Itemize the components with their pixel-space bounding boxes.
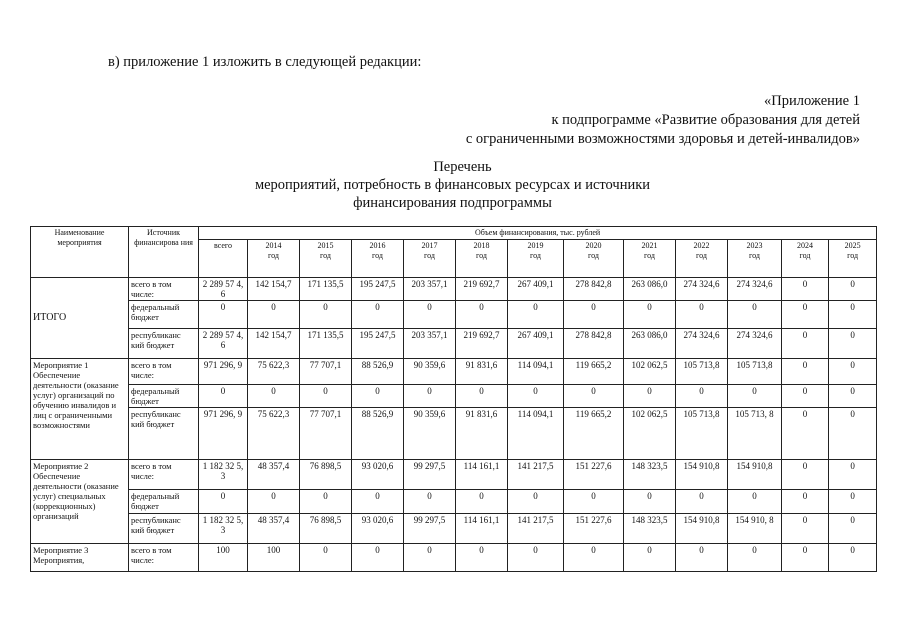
row-value: 75 622,3: [248, 408, 300, 460]
header-total: всего: [199, 240, 248, 278]
table-row: [31, 460, 877, 490]
row-total: 2 289 57 4,6: [199, 329, 248, 359]
header-year-unit: год: [320, 251, 331, 260]
row-value: 0: [624, 385, 676, 408]
row-source: всего в том числе:: [129, 544, 199, 572]
row-total: 0: [199, 385, 248, 408]
row-value: 102 062,5: [624, 359, 676, 385]
row-value: 0: [829, 514, 877, 544]
row-value: 99 297,5: [404, 514, 456, 544]
row-value: 114 094,1: [508, 408, 564, 460]
funding-table: [30, 226, 877, 572]
row-value: 114 094,1: [508, 359, 564, 385]
row-name: ИТОГО: [31, 278, 129, 359]
row-value: 0: [300, 301, 352, 329]
header-year-number: 2024: [797, 241, 813, 250]
table-row: [31, 514, 877, 544]
header-year-unit: год: [424, 251, 435, 260]
row-value: 0: [300, 490, 352, 514]
row-value: 203 357,1: [404, 278, 456, 301]
header-year-number: 2017: [421, 241, 438, 250]
row-value: 76 898,5: [300, 514, 352, 544]
row-value: 141 217,5: [508, 460, 564, 490]
row-value: 0: [456, 385, 508, 408]
row-value: 0: [404, 301, 456, 329]
row-value: 0: [352, 544, 404, 572]
header-source: Источник финансирова ния: [129, 227, 199, 278]
header-year-number: 2018: [473, 241, 490, 250]
header-year-unit: год: [372, 251, 383, 260]
header-year-number: 2019: [527, 241, 544, 250]
row-value: 0: [782, 385, 829, 408]
row-value: 0: [508, 301, 564, 329]
row-value: 0: [728, 544, 782, 572]
row-value: 142 154,7: [248, 278, 300, 301]
row-value: 263 086,0: [624, 329, 676, 359]
row-source: всего в том числе:: [129, 278, 199, 301]
row-value: 148 323,5: [624, 514, 676, 544]
row-value: 0: [829, 544, 877, 572]
row-value: 0: [728, 301, 782, 329]
row-source: республиканс кий бюджет: [129, 514, 199, 544]
row-total: 971 296, 9: [199, 359, 248, 385]
appendix-header: [466, 92, 860, 149]
row-value: 274 324,6: [728, 278, 782, 301]
row-value: 114 161,1: [456, 460, 508, 490]
row-value: 0: [728, 490, 782, 514]
header-year-unit: год: [530, 251, 541, 260]
row-value: 0: [248, 301, 300, 329]
header-year-number: 2025: [844, 241, 861, 250]
row-value: 0: [248, 490, 300, 514]
header-year-number: 2023: [746, 241, 763, 250]
row-source: республиканс кий бюджет: [129, 329, 199, 359]
row-value: 0: [624, 490, 676, 514]
intro-text: в) приложение 1 изложить в следующей редакции:: [108, 54, 422, 70]
row-value: 90 359,6: [404, 359, 456, 385]
row-value: 88 526,9: [352, 359, 404, 385]
row-value: 0: [564, 544, 624, 572]
header-year-number: 2022: [693, 241, 710, 250]
row-value: 88 526,9: [352, 408, 404, 460]
row-value: 154 910,8: [676, 460, 728, 490]
row-value: 77 707,1: [300, 408, 352, 460]
row-source: федеральный бюджет: [129, 301, 199, 329]
row-value: 0: [676, 385, 728, 408]
header-year: [624, 240, 676, 278]
row-value: 0: [456, 301, 508, 329]
row-value: 203 357,1: [404, 329, 456, 359]
row-value: 0: [508, 544, 564, 572]
row-total: 1 182 32 5,3: [199, 460, 248, 490]
row-value: 0: [782, 460, 829, 490]
table-row: [31, 329, 877, 359]
row-value: 93 020,6: [352, 514, 404, 544]
appendix-line-1: «Приложение 1: [764, 93, 860, 109]
row-value: 0: [564, 385, 624, 408]
row-value: 0: [782, 278, 829, 301]
header-name: Наименование мероприятия: [31, 227, 129, 278]
row-value: 0: [248, 385, 300, 408]
title-line-1: Перечень: [433, 159, 492, 175]
row-value: 0: [624, 301, 676, 329]
header-volume: Объем финансирования, тыс. рублей: [199, 227, 877, 240]
header-year: [829, 240, 877, 278]
header-year-unit: год: [799, 251, 811, 260]
row-value: 102 062,5: [624, 408, 676, 460]
row-value: 267 409,1: [508, 329, 564, 359]
row-value: 0: [676, 301, 728, 329]
table-row: [31, 359, 877, 385]
row-name: Мероприятие 3 Мероприятия,: [31, 544, 129, 572]
row-value: 91 831,6: [456, 408, 508, 460]
row-value: 219 692,7: [456, 329, 508, 359]
header-year-unit: год: [588, 251, 599, 260]
row-value: 0: [782, 329, 829, 359]
row-name: Мероприятие 1 Обеспечение деятельности (оказание услуг) организаций по обучению инвалидов и лиц с ограниченными возможностями: [31, 359, 129, 460]
header-year: [676, 240, 728, 278]
row-value: 141 217,5: [508, 514, 564, 544]
row-value: 278 842,8: [564, 278, 624, 301]
row-value: 151 227,6: [564, 514, 624, 544]
row-value: 0: [782, 490, 829, 514]
table-row: [31, 544, 877, 572]
row-value: 171 135,5: [300, 278, 352, 301]
row-value: 0: [782, 408, 829, 460]
row-value: 0: [728, 385, 782, 408]
row-value: 0: [829, 278, 877, 301]
row-value: 105 713,8: [676, 359, 728, 385]
row-value: 105 713, 8: [728, 408, 782, 460]
header-year: [728, 240, 782, 278]
header-year-number: 2020: [585, 241, 602, 250]
appendix-line-3: с ограниченными возможностями здоровья и детей-инвалидов»: [465, 131, 860, 147]
header-year-unit: год: [847, 251, 859, 260]
row-value: 119 665,2: [564, 359, 624, 385]
row-value: 0: [404, 490, 456, 514]
row-value: 119 665,2: [564, 408, 624, 460]
title-line-2: мероприятий, потребность в финансовых ресурсах и источники: [254, 177, 651, 193]
row-total: 2 289 57 4,6: [199, 278, 248, 301]
row-value: 171 135,5: [300, 329, 352, 359]
row-value: 154 910, 8: [728, 514, 782, 544]
row-source: федеральный бюджет: [129, 385, 199, 408]
table-row: [31, 278, 877, 301]
row-value: 219 692,7: [456, 278, 508, 301]
row-value: 75 622,3: [248, 359, 300, 385]
row-value: 0: [676, 544, 728, 572]
header-year-number: 2014: [265, 241, 282, 250]
row-value: 148 323,5: [624, 460, 676, 490]
table-header-row-1: [31, 227, 877, 240]
row-value: 0: [782, 544, 829, 572]
row-value: 0: [829, 490, 877, 514]
row-value: 0: [404, 385, 456, 408]
header-year-number: 2015: [317, 241, 334, 250]
header-year-unit: год: [749, 251, 760, 260]
row-value: 195 247,5: [352, 278, 404, 301]
row-value: 0: [782, 301, 829, 329]
row-value: 48 357,4: [248, 514, 300, 544]
header-year-unit: год: [476, 251, 487, 260]
header-year: [508, 240, 564, 278]
row-value: 0: [829, 359, 877, 385]
row-value: 274 324,6: [676, 329, 728, 359]
row-value: 99 297,5: [404, 460, 456, 490]
row-value: 0: [456, 544, 508, 572]
row-value: 0: [829, 385, 877, 408]
row-value: 0: [404, 544, 456, 572]
row-value: 114 161,1: [456, 514, 508, 544]
header-year-unit: год: [644, 251, 655, 260]
row-value: 100: [248, 544, 300, 572]
row-value: 154 910,8: [676, 514, 728, 544]
header-year: [404, 240, 456, 278]
row-value: 0: [352, 385, 404, 408]
row-value: 263 086,0: [624, 278, 676, 301]
row-value: 0: [508, 385, 564, 408]
row-total: 100: [199, 544, 248, 572]
row-value: 267 409,1: [508, 278, 564, 301]
row-total: 971 296, 9: [199, 408, 248, 460]
row-value: 274 324,6: [676, 278, 728, 301]
row-value: 0: [829, 329, 877, 359]
header-year-unit: год: [268, 251, 279, 260]
row-value: 0: [508, 490, 564, 514]
header-year: [300, 240, 352, 278]
row-value: 274 324,6: [728, 329, 782, 359]
row-value: 195 247,5: [352, 329, 404, 359]
row-value: 0: [352, 490, 404, 514]
row-value: 105 713,8: [728, 359, 782, 385]
row-total: 1 182 32 5,3: [199, 514, 248, 544]
row-value: 0: [782, 359, 829, 385]
row-value: 0: [676, 490, 728, 514]
document-title: [0, 158, 905, 212]
row-value: 0: [564, 490, 624, 514]
row-value: 0: [829, 301, 877, 329]
header-year-number: 2016: [369, 241, 386, 250]
header-year: [564, 240, 624, 278]
header-year: [456, 240, 508, 278]
row-total: 0: [199, 301, 248, 329]
row-value: 0: [564, 301, 624, 329]
row-value: 0: [352, 301, 404, 329]
table-row: [31, 301, 877, 329]
row-value: 0: [829, 408, 877, 460]
header-year: [248, 240, 300, 278]
row-name: Мероприятие 2 Обеспечение деятельности (оказание услуг) специальных (коррекционных) организаций: [31, 460, 129, 544]
row-value: 151 227,6: [564, 460, 624, 490]
header-year-unit: год: [696, 251, 707, 260]
row-total: 0: [199, 490, 248, 514]
row-value: 0: [300, 385, 352, 408]
table-row: [31, 408, 877, 460]
title-line-3: финансирования подпрограммы: [353, 195, 552, 211]
table-row: [31, 490, 877, 514]
row-value: 154 910,8: [728, 460, 782, 490]
row-source: федеральный бюджет: [129, 490, 199, 514]
row-value: 0: [456, 490, 508, 514]
row-value: 0: [300, 544, 352, 572]
appendix-line-2: к подпрограмме «Развитие образования для детей: [551, 112, 860, 128]
row-value: 0: [624, 544, 676, 572]
row-value: 0: [829, 460, 877, 490]
row-value: 0: [782, 514, 829, 544]
row-source: республиканс кий бюджет: [129, 408, 199, 460]
row-value: 76 898,5: [300, 460, 352, 490]
row-value: 91 831,6: [456, 359, 508, 385]
row-value: 142 154,7: [248, 329, 300, 359]
row-value: 105 713,8: [676, 408, 728, 460]
row-source: всего в том числе:: [129, 359, 199, 385]
header-year: [782, 240, 829, 278]
row-value: 278 842,8: [564, 329, 624, 359]
header-year-number: 2021: [641, 241, 658, 250]
table-row: [31, 385, 877, 408]
row-value: 90 359,6: [404, 408, 456, 460]
row-source: всего в том числе:: [129, 460, 199, 490]
row-value: 48 357,4: [248, 460, 300, 490]
header-year: [352, 240, 404, 278]
row-value: 77 707,1: [300, 359, 352, 385]
row-value: 93 020,6: [352, 460, 404, 490]
